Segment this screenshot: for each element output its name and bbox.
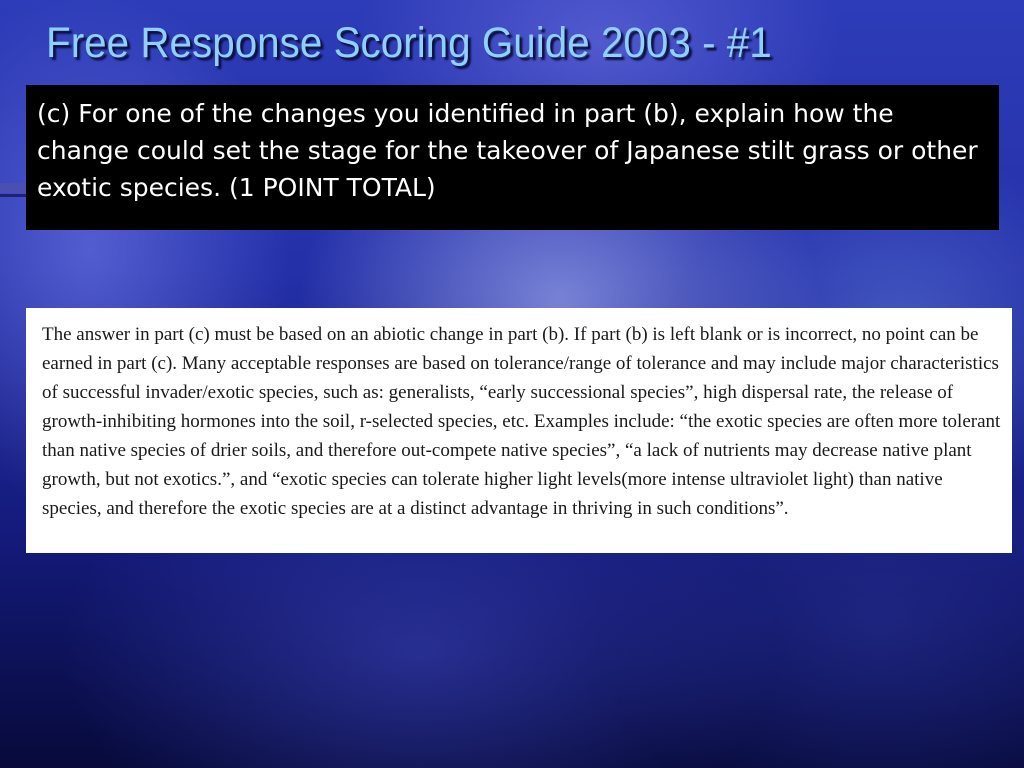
scoring-guide-box [26,308,1012,553]
scoring-guide-text: The answer in part (c) must be based on an abiotic change in part (b). If part (b) is left blank or is incorrect, no point can be earned in part (c). Many acceptable responses are based on tolerance/range of tolerance and may include major characteristics of successful invader/exotic species, such as: generalists, “early successional species”, high dispersal rate, the release of growth-inhibiting hormones into the soil, r-selected species, etc. Examples include: “the exotic species are often more tolerant than native species of drier soils, and therefore out-compete native species”, “a lack of nutrients may decrease native plant growth, but not exotics.”, and “exotic species can tolerate higher light levels(more intense ultraviolet light) than native species, and therefore the exotic species are at a distinct advantage in thriving in such conditions”. [42,324,1001,519]
slide-title: Free Response Scoring Guide 2003 - #1 [46,19,772,67]
left-accent-bar [0,183,26,193]
left-accent-shadow [0,194,26,197]
question-text: (c) For one of the changes you identified in part (b), explain how the change could set the stage for the takeover of Japanese stilt grass or other exotic species. (1 POINT TOTAL) [37,99,978,202]
question-box [26,85,999,230]
